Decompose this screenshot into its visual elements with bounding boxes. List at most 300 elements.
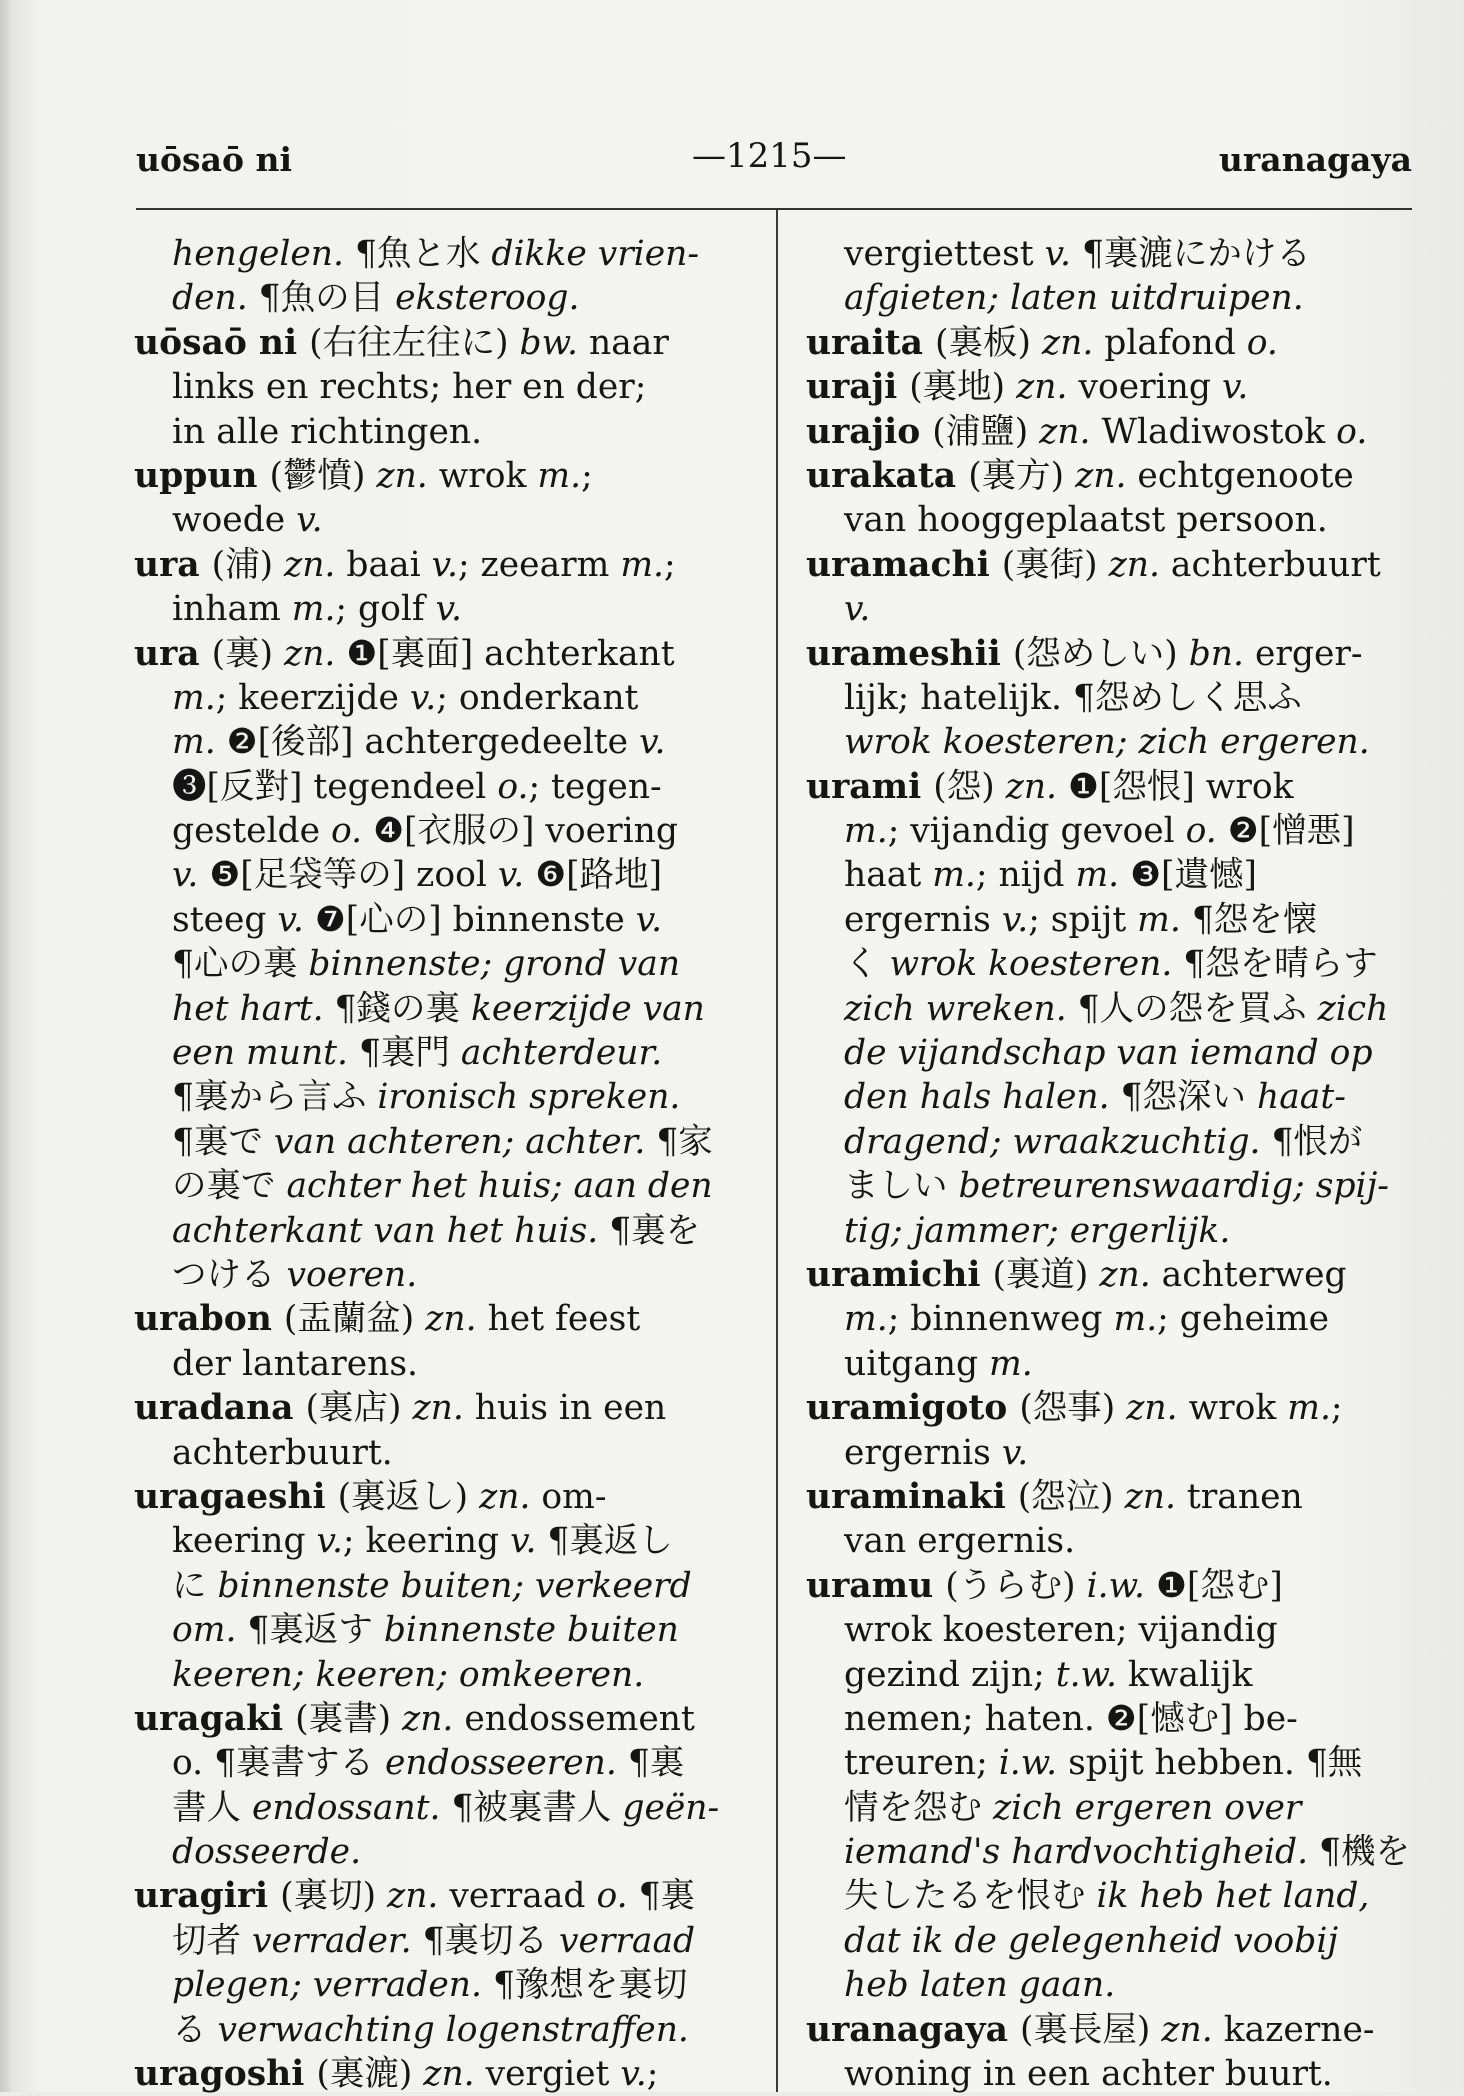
italic-text: bn. xyxy=(1188,633,1255,674)
text-segment: ¶裏 xyxy=(627,1743,685,1784)
text-segment: (裏返し) xyxy=(337,1476,480,1517)
text-segment: (裏地) xyxy=(909,367,1017,408)
entry-continuation-line xyxy=(134,276,754,320)
entry-headword-line xyxy=(806,1253,1426,1297)
italic-text: m. xyxy=(537,455,582,496)
entry-headword-line xyxy=(134,1297,754,1341)
italic-text: v. xyxy=(409,677,437,718)
entry-continuation-line xyxy=(806,1075,1426,1119)
text-segment: links en rechts; her en der; xyxy=(172,367,647,408)
text-segment: gezind zijn; xyxy=(844,1654,1056,1695)
text-segment: (右往左往に) xyxy=(309,322,520,363)
text-segment: voering xyxy=(1078,367,1222,408)
entry-headword-line xyxy=(806,365,1426,409)
text-segment: ¶怨深い xyxy=(1120,1077,1257,1118)
italic-text: o. xyxy=(1246,322,1278,363)
italic-text: wrok koesteren. xyxy=(889,944,1184,985)
entry-continuation-line xyxy=(134,1519,754,1563)
entry-continuation-line xyxy=(134,1209,754,1253)
italic-text: zn. xyxy=(1126,1388,1189,1429)
entry-headword-line xyxy=(806,1475,1426,1519)
text-segment: erger- xyxy=(1254,633,1363,674)
italic-text: zn. xyxy=(1039,411,1102,452)
italic-text: wrok koesteren; zich ergeren. xyxy=(844,722,1370,763)
italic-text: v. xyxy=(639,722,666,763)
italic-text: i.w. xyxy=(1086,1565,1156,1606)
entry-continuation-line xyxy=(806,1741,1426,1785)
entry-continuation-line xyxy=(134,942,754,986)
text-segment: の裏で xyxy=(172,1166,287,1207)
text-segment: (裏) xyxy=(211,633,285,674)
text-segment: ¶人の怨を買ふ xyxy=(1077,988,1318,1029)
left-column xyxy=(134,232,754,2096)
headword: urajio xyxy=(806,411,933,452)
italic-text: v. xyxy=(316,1521,343,1562)
text-segment: ましい xyxy=(844,1166,959,1207)
entry-continuation-line xyxy=(134,1164,754,1208)
text-segment: ; keerzijde xyxy=(215,677,410,718)
headword: uragaeshi xyxy=(134,1476,338,1517)
entry-continuation-line xyxy=(806,853,1426,897)
italic-text: v. xyxy=(497,855,536,896)
entry-headword-line xyxy=(806,632,1426,676)
text-segment: (怨泣) xyxy=(1017,1476,1125,1517)
italic-text: o. xyxy=(497,766,529,807)
headword: uradana xyxy=(134,1388,306,1429)
text-segment: in alle richtingen. xyxy=(172,411,483,452)
italic-text: keerzijde van xyxy=(470,988,705,1029)
entry-continuation-line xyxy=(134,2008,754,2052)
text-segment: ; tegen- xyxy=(528,766,662,807)
entry-headword-line xyxy=(806,454,1426,498)
entry-continuation-line xyxy=(806,1874,1426,1918)
text-segment: ; zeearm xyxy=(457,544,621,585)
text-segment: ¶裏門 xyxy=(358,1033,461,1074)
text-segment: に xyxy=(172,1565,218,1606)
text-segment: (裏板) xyxy=(935,322,1042,363)
entry-continuation-line xyxy=(134,1075,754,1119)
text-segment: ergernis xyxy=(844,1432,1002,1473)
entry-continuation-line xyxy=(806,1697,1426,1741)
text-segment: (裏長屋) xyxy=(1019,2009,1162,2050)
text-segment: ¶裏返し xyxy=(547,1521,673,1562)
italic-text: binnenste buiten xyxy=(383,1610,679,1651)
italic-text: m. xyxy=(291,589,336,630)
text-segment: wrok xyxy=(438,455,538,496)
text-segment: (うらむ) xyxy=(945,1565,1087,1606)
entry-continuation-line xyxy=(806,1431,1426,1475)
italic-text: v. xyxy=(620,2054,647,2095)
text-segment: Wladiwostok xyxy=(1101,411,1337,452)
italic-text: zn. xyxy=(479,1476,542,1517)
entry-continuation-line xyxy=(134,1653,754,1697)
text-segment: o. ¶裏書する xyxy=(172,1743,386,1784)
italic-text: verrader. xyxy=(251,1920,423,1961)
headword: urabon xyxy=(134,1299,284,1340)
italic-text: verraad xyxy=(559,1920,696,1961)
headword: urami xyxy=(806,766,934,807)
text-segment: ; xyxy=(581,455,593,496)
text-segment: ¶裏漉にかける xyxy=(1081,234,1311,274)
entry-continuation-line xyxy=(134,365,754,409)
text-segment: (裏街) xyxy=(1001,544,1109,585)
entry-continuation-line xyxy=(134,1120,754,1164)
entry-headword-line xyxy=(134,2052,754,2096)
italic-text: tig; jammer; ergerlijk. xyxy=(844,1210,1231,1251)
italic-text: o. xyxy=(331,811,374,852)
italic-text: m. xyxy=(989,1343,1033,1384)
headword: uraminaki xyxy=(806,1476,1018,1517)
italic-text: zich ergeren over xyxy=(992,1787,1302,1828)
headword: uramigoto xyxy=(806,1388,1020,1429)
italic-text: v. xyxy=(296,500,323,541)
headword: uragaki xyxy=(134,1698,296,1739)
entry-continuation-line xyxy=(134,853,754,897)
italic-text: m. xyxy=(1075,855,1131,896)
entry-continuation-line xyxy=(806,1120,1426,1164)
italic-text: zn. xyxy=(425,1299,488,1340)
text-segment: 失したるを恨む xyxy=(844,1876,1097,1917)
text-segment: (裏書) xyxy=(295,1698,403,1739)
entry-continuation-line xyxy=(806,1830,1426,1874)
entry-continuation-line xyxy=(134,676,754,720)
entry-continuation-line xyxy=(806,987,1426,1031)
entry-continuation-line xyxy=(134,410,754,454)
page-number: —1215— xyxy=(692,136,847,176)
headword: uramichi xyxy=(806,1254,993,1295)
entry-headword-line xyxy=(134,1475,754,1519)
italic-text: zn. xyxy=(1005,766,1068,807)
text-segment: ¶裏 xyxy=(638,1876,696,1917)
text-segment: ¶恨が xyxy=(1271,1121,1363,1162)
italic-text: v. xyxy=(1044,234,1082,274)
header-first-entry: uōsaō ni xyxy=(136,140,292,179)
text-segment: gestelde xyxy=(172,811,331,852)
italic-text: m. xyxy=(172,677,216,718)
headword: uppun xyxy=(134,455,270,496)
entry-headword-line xyxy=(134,632,754,676)
entry-headword-line xyxy=(806,765,1426,809)
text-segment: (裏漉) xyxy=(316,2054,424,2095)
italic-text: o. xyxy=(1185,811,1228,852)
italic-text: dosseerde. xyxy=(172,1832,362,1873)
italic-text: afgieten; laten uitdruipen. xyxy=(844,278,1304,319)
text-segment: kazerne- xyxy=(1223,2009,1375,2050)
entry-continuation-line xyxy=(134,809,754,853)
entry-continuation-line xyxy=(806,1786,1426,1830)
italic-text: m. xyxy=(172,722,227,763)
italic-text: m. xyxy=(1113,1299,1158,1340)
entry-continuation-line xyxy=(134,1031,754,1075)
text-segment: woning in een achter buurt. xyxy=(844,2054,1333,2095)
italic-text: m. xyxy=(844,811,888,852)
italic-text: geën- xyxy=(622,1787,720,1828)
entry-continuation-line xyxy=(134,1253,754,1297)
italic-text: ironisch spreken. xyxy=(377,1077,681,1118)
italic-text: bw. xyxy=(519,322,589,363)
text-segment: lijk; hatelijk. ¶怨めしく思ふ xyxy=(844,677,1302,718)
text-segment: ❶[裏面] achterkant xyxy=(346,633,675,674)
text-segment: (裏店) xyxy=(305,1388,413,1429)
text-segment: ; spijt xyxy=(1028,899,1138,940)
entry-continuation-line xyxy=(806,498,1426,542)
italic-text: het hart. xyxy=(172,988,335,1029)
text-segment: ❹[衣服の] voering xyxy=(373,811,678,852)
text-segment: kwalijk xyxy=(1127,1654,1253,1695)
italic-text: binnenste; grond van xyxy=(308,944,681,985)
italic-text: eksteroog. xyxy=(395,278,580,319)
text-segment: ; onderkant xyxy=(436,677,639,718)
italic-text: den. xyxy=(172,278,259,319)
text-segment: ; nijd xyxy=(975,855,1076,896)
italic-text: zn. xyxy=(1161,2009,1224,2050)
text-segment: 情を怨む xyxy=(844,1787,993,1828)
text-segment: ; geheime xyxy=(1157,1299,1330,1340)
page-edge-shadow xyxy=(0,0,14,2092)
entry-continuation-line xyxy=(134,1919,754,1963)
italic-text: zn. xyxy=(1108,544,1171,585)
text-segment: る xyxy=(172,2009,218,2050)
italic-text: keeren; keeren; omkeeren. xyxy=(172,1654,645,1695)
header-last-entry: uranagaya xyxy=(1218,140,1412,179)
headword: uragiri xyxy=(134,1876,281,1917)
entry-headword-line xyxy=(806,1386,1426,1430)
text-segment: vergiettest xyxy=(844,234,1045,274)
text-segment: van ergernis. xyxy=(844,1521,1076,1562)
entry-continuation-line xyxy=(806,1963,1426,2007)
entry-headword-line xyxy=(134,1697,754,1741)
headword: ura xyxy=(134,633,212,674)
italic-text: o. xyxy=(596,1876,639,1917)
text-segment: (裏切) xyxy=(280,1876,388,1917)
entry-headword-line xyxy=(134,321,754,365)
text-segment: ¶機を xyxy=(1319,1832,1410,1873)
italic-text: zn. xyxy=(423,2054,486,2095)
italic-text: v. xyxy=(277,899,315,940)
entry-continuation-line xyxy=(134,1431,754,1475)
text-segment: echtgenoote xyxy=(1137,455,1354,496)
text-segment: (盂蘭盆) xyxy=(283,1299,426,1340)
text-segment: ¶裏で xyxy=(172,1121,274,1162)
text-segment: (裏方) xyxy=(968,455,1076,496)
entry-headword-line xyxy=(806,1564,1426,1608)
text-segment: woede xyxy=(172,500,297,541)
italic-text: zn. xyxy=(1016,367,1079,408)
entry-continuation-line xyxy=(806,1653,1426,1697)
italic-text: plegen; verraden. xyxy=(172,1965,493,2006)
text-segment: 書人 xyxy=(172,1787,252,1828)
italic-text: zich wreken. xyxy=(844,988,1078,1029)
entry-headword-line xyxy=(134,454,754,498)
text-segment: der lantarens. xyxy=(172,1343,419,1384)
text-segment: wrok koesteren; vijandig xyxy=(844,1610,1278,1651)
entry-continuation-line xyxy=(134,987,754,1031)
text-segment: ¶魚と水 xyxy=(354,234,492,274)
text-segment: ¶被裏書人 xyxy=(451,1787,623,1828)
italic-text: v. xyxy=(435,589,463,630)
text-segment: naar xyxy=(588,322,669,363)
entry-continuation-line xyxy=(806,1164,1426,1208)
italic-text: om. xyxy=(172,1610,248,1651)
entry-continuation-line xyxy=(134,232,754,276)
italic-text: achterkant van het huis. xyxy=(172,1210,610,1251)
text-segment: 切者 xyxy=(172,1920,252,1961)
italic-text: zn. xyxy=(284,544,347,585)
entry-continuation-line xyxy=(806,676,1426,720)
right-column xyxy=(806,232,1426,2096)
entry-continuation-line xyxy=(806,1608,1426,1652)
entry-continuation-line xyxy=(134,765,754,809)
italic-text: haat- xyxy=(1257,1077,1346,1118)
text-segment: ❶[怨む] xyxy=(1155,1565,1283,1606)
entry-continuation-line xyxy=(806,1209,1426,1253)
text-segment: nemen; haten. ❷[憾む] be- xyxy=(844,1698,1298,1739)
text-segment: ¶裏から言ふ xyxy=(172,1077,378,1118)
text-segment: ❸[反對] tegendeel xyxy=(172,766,498,807)
text-segment: (裏道) xyxy=(992,1254,1100,1295)
italic-text: v. xyxy=(1001,899,1029,940)
italic-text: endosseeren. xyxy=(385,1743,628,1784)
italic-text: m. xyxy=(844,1299,888,1340)
text-segment: ❼[心の] binnenste xyxy=(314,899,636,940)
text-segment: ¶心の裏 xyxy=(172,944,309,985)
headword: uraji xyxy=(806,367,910,408)
entry-continuation-line xyxy=(806,1031,1426,1075)
italic-text: o. xyxy=(1336,411,1368,452)
entry-continuation-line xyxy=(134,720,754,764)
italic-text: v. xyxy=(510,1521,548,1562)
text-segment: tranen xyxy=(1186,1476,1303,1517)
text-segment: ❻[路地] xyxy=(535,855,663,896)
text-segment: ergernis xyxy=(844,899,1002,940)
italic-text: verwachting logenstraffen. xyxy=(217,2009,689,2050)
text-segment: wrok xyxy=(1188,1388,1288,1429)
entry-headword-line xyxy=(134,543,754,587)
entry-continuation-line xyxy=(806,1519,1426,1563)
text-segment: achterweg xyxy=(1161,1254,1347,1295)
italic-text: dat ik de gelegenheid voobij xyxy=(844,1920,1339,1961)
entry-continuation-line xyxy=(134,587,754,631)
italic-text: zn. xyxy=(1124,1476,1187,1517)
entry-continuation-line xyxy=(806,720,1426,764)
italic-text: zn. xyxy=(1099,1254,1162,1295)
text-segment: ¶裏を xyxy=(609,1210,701,1251)
text-segment: ; binnenweg xyxy=(887,1299,1114,1340)
italic-text: hengelen. xyxy=(172,234,355,274)
italic-text: i.w. xyxy=(998,1743,1069,1784)
entry-continuation-line xyxy=(806,942,1426,986)
text-segment: achterbuurt. xyxy=(172,1432,393,1473)
text-segment: ❺[足袋等の] zool xyxy=(209,855,498,896)
headword: uranagaya xyxy=(806,2009,1020,2050)
entry-headword-line xyxy=(806,543,1426,587)
text-segment: ; golf xyxy=(335,589,436,630)
text-segment: verraad xyxy=(449,1876,597,1917)
text-segment: baai xyxy=(346,544,432,585)
entry-headword-line xyxy=(806,321,1426,365)
entry-continuation-line xyxy=(806,276,1426,320)
italic-text: v. xyxy=(1221,367,1249,408)
entry-continuation-line xyxy=(806,898,1426,942)
headword: uragoshi xyxy=(134,2054,317,2095)
text-segment: (浦) xyxy=(211,544,285,585)
text-segment: ¶裏切る xyxy=(422,1920,559,1961)
italic-text: zn. xyxy=(387,1876,450,1917)
entry-continuation-line xyxy=(134,1963,754,2007)
italic-text: v. xyxy=(844,589,871,630)
italic-text: achter het huis; aan den xyxy=(286,1166,713,1207)
text-segment: ; keering xyxy=(342,1521,511,1562)
entry-continuation-line xyxy=(806,1919,1426,1963)
text-segment: ; vijandig gevoel xyxy=(887,811,1186,852)
column-divider xyxy=(776,210,778,2092)
headword: urameshii xyxy=(806,633,1013,674)
italic-text: v. xyxy=(172,855,210,896)
entry-continuation-line xyxy=(134,1830,754,1874)
entry-continuation-line xyxy=(134,1608,754,1652)
text-segment: ¶豫想を裏切 xyxy=(492,1965,688,2006)
italic-text: v. xyxy=(635,899,663,940)
italic-text: voeren. xyxy=(286,1254,418,1295)
entry-continuation-line xyxy=(806,232,1426,276)
entry-headword-line xyxy=(134,1386,754,1430)
italic-text: zn. xyxy=(402,1698,465,1739)
text-segment: ; xyxy=(1330,1388,1343,1429)
italic-text: iemand's hardvochtigheid. xyxy=(844,1832,1320,1873)
entry-headword-line xyxy=(806,410,1426,454)
text-segment: (浦鹽) xyxy=(932,411,1040,452)
header-rule xyxy=(136,208,1412,210)
text-segment: ; xyxy=(664,544,676,585)
text-segment: ; xyxy=(646,2054,659,2095)
headword: uramachi xyxy=(806,544,1002,585)
italic-text: v. xyxy=(1001,1432,1029,1473)
italic-text: m. xyxy=(1287,1388,1331,1429)
italic-text: dikke vrien- xyxy=(491,234,700,274)
italic-text: v. xyxy=(431,544,458,585)
italic-text: zn. xyxy=(284,633,347,674)
text-segment: ¶魚の目 xyxy=(258,278,396,319)
italic-text: den hals halen. xyxy=(844,1077,1121,1118)
italic-text: zn. xyxy=(412,1388,475,1429)
text-segment: く xyxy=(844,944,890,985)
text-segment: endossement xyxy=(464,1698,695,1739)
italic-text: van achteren; achter. xyxy=(273,1121,657,1162)
entry-continuation-line xyxy=(806,587,1426,631)
text-segment: ❷[後部] achtergedeelte xyxy=(226,722,640,763)
text-segment: vergiet xyxy=(485,2054,621,2095)
italic-text: t.w. xyxy=(1055,1654,1128,1695)
headword: ura xyxy=(134,544,212,585)
text-segment: uitgang xyxy=(844,1343,990,1384)
page-header xyxy=(136,136,1412,184)
entry-continuation-line xyxy=(806,1297,1426,1341)
italic-text: achterdeur. xyxy=(460,1033,663,1074)
entry-continuation-line xyxy=(806,809,1426,853)
text-segment: ¶怨を晴らす xyxy=(1183,944,1378,985)
text-segment: つける xyxy=(172,1254,287,1295)
italic-text: een munt. xyxy=(172,1033,359,1074)
italic-text: binnenste buiten; verkeerd xyxy=(217,1565,692,1606)
text-segment: om- xyxy=(541,1476,607,1517)
text-segment: ❶[怨恨] wrok xyxy=(1067,766,1294,807)
text-segment: (怨事) xyxy=(1019,1388,1127,1429)
entry-continuation-line xyxy=(134,898,754,942)
text-segment: ¶怨を懐 xyxy=(1191,899,1318,940)
headword: uramu xyxy=(806,1565,946,1606)
entry-continuation-line xyxy=(806,1342,1426,1386)
text-segment: (怨) xyxy=(933,766,1006,807)
